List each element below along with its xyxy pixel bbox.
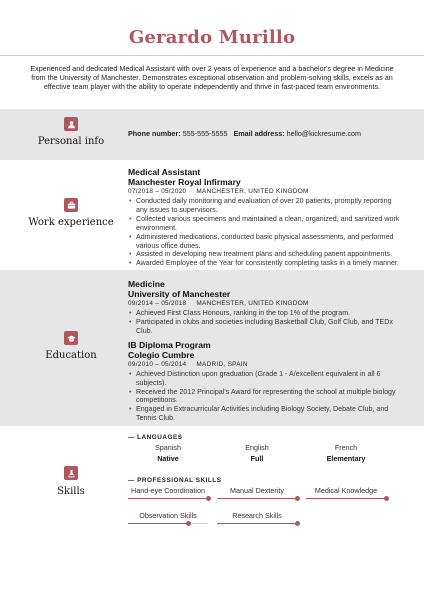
education-title: Education: [45, 350, 97, 361]
skill-bar-fill: [306, 498, 386, 499]
job-bullets: [128, 197, 400, 268]
language-level: Native: [157, 454, 179, 463]
education-meta: [128, 360, 400, 369]
skill-bar-dot: [295, 521, 300, 526]
job-employer: Manchester Royal Infirmary: [128, 177, 241, 187]
education-bullets: [128, 309, 400, 336]
list-item: • Received the 2012 Principal's Award for representing the school at multiple biology competitions.: [128, 388, 400, 406]
skills-title: Skills: [57, 486, 85, 497]
job-entry: [128, 167, 400, 268]
list-item: • Achieved First Class Honours, ranking in the top 1% of the program.: [128, 309, 400, 318]
skill-name: Manual Dexterity: [230, 486, 284, 495]
education-location: MANCHESTER, UNITED KINGDOM: [196, 300, 309, 307]
language-name: Spanish: [155, 443, 181, 452]
skill-name: Observation Skills: [139, 511, 197, 520]
header-divider: [0, 55, 424, 56]
job-dates: 07/2018 – 05/2020: [128, 188, 187, 195]
email-value: hello@kickresume.com: [286, 129, 362, 138]
user-icon: [64, 117, 78, 131]
skill-bar: [217, 523, 297, 524]
email-label: Email address:: [233, 129, 285, 138]
list-item: • Participated in clubs and societies including Basketball Club, Golf Club, and TEDx Club.: [128, 318, 400, 336]
school-name: University of Manchester: [128, 289, 231, 299]
education-entry: [128, 340, 400, 423]
skill-item: [217, 486, 297, 499]
education-dates: 09/2014 – 05/2018: [128, 300, 187, 307]
language-item: [217, 443, 297, 463]
skill-bar: [128, 498, 208, 499]
education-meta: [128, 299, 400, 308]
skill-item: [217, 511, 297, 524]
skills-section: [0, 426, 424, 600]
phone-value: 555-555-5555: [182, 129, 228, 138]
list-item: • Assisted in developing new treatment plans and scheduling patient appointments.: [128, 250, 400, 259]
list-item: • Conducted daily monitoring and evaluation of over 20 patients, promptly reporting any issues to supervisors.: [128, 197, 400, 215]
list-item: • Achieved Distinction upon graduation (Grade 1 - A/excellent equivalent in all 6 subjects).: [128, 370, 400, 388]
skill-name: Research Skills: [232, 511, 282, 520]
skill-bar-fill: [217, 498, 297, 499]
work-experience-title: Work experience: [28, 217, 114, 228]
school-name: Colegio Cumbre: [128, 349, 195, 360]
professional-skills-heading: — PROFESSIONAL SKILLS: [128, 477, 222, 484]
skill-bar: [306, 498, 386, 499]
list-item: • Collected various specimens and maintained a clean, organized, and sanitized work environment.: [128, 215, 400, 233]
language-level: Full: [250, 454, 264, 463]
education-entries: [128, 279, 400, 423]
flask-icon: [64, 466, 78, 480]
work-experience-section: [0, 160, 424, 270]
language-level: Elementary: [326, 454, 366, 463]
skill-bar-dot: [384, 496, 389, 501]
skill-bar-fill: [217, 523, 297, 524]
education-dates: 09/2010 – 05/2014: [128, 360, 187, 368]
skill-bar-dot: [186, 521, 191, 526]
skill-item: [306, 486, 386, 499]
personal-info-section: [0, 109, 424, 160]
languages-heading: — LANGUAGES: [128, 434, 183, 441]
personal-info-title: Personal info: [37, 136, 105, 147]
job-title: Medical Assistant: [128, 167, 201, 177]
job-meta: [128, 187, 400, 196]
skill-name: Hand-eye Coordination: [131, 486, 205, 495]
graduation-cap-icon: [64, 331, 78, 345]
degree-title: IB Diploma Program: [128, 339, 211, 350]
list-item: • Administered medications, conducted basic physical assessments, and performed various office duties.: [128, 233, 400, 251]
briefcase-icon: [64, 198, 78, 212]
skill-name: Medical Knowledge: [314, 486, 378, 495]
skill-bar-dot: [295, 496, 300, 501]
education-entry: [128, 279, 400, 336]
education-bullets: [128, 370, 400, 423]
job-location: MANCHESTER, UNITED KINGDOM: [196, 188, 309, 195]
language-item: [128, 443, 208, 463]
language-name: English: [245, 443, 269, 452]
list-item: • Engaged in Extracurricular Activities including Biology Society, Debate Club, and Tennis Club.: [128, 405, 400, 423]
phone-label: Phone number:: [128, 129, 181, 138]
list-item: • Awarded Employee of the Year for consistently completing tasks in a timely manner.: [128, 259, 400, 268]
skill-bar-fill: [128, 498, 208, 499]
language-item: [306, 443, 386, 463]
skill-bar-fill: [128, 523, 188, 524]
summary-text: Experienced and dedicated Medical Assistant with over 2 years of experience and a bachelor's degree in Medicine from the University of Manchester. Demonstrates exceptional observation and problem-solving skills, excels as an effective team player with the ability to operate independently and thrive in fast-paced team environments.: [30, 64, 394, 92]
skill-bar: [128, 523, 208, 524]
skill-item: [128, 486, 208, 499]
language-name: French: [334, 443, 358, 452]
skill-bar: [217, 498, 297, 499]
education-location: MADRID, SPAIN: [196, 360, 248, 368]
education-section: [0, 270, 424, 426]
candidate-name: Gerardo Murillo: [128, 27, 296, 48]
degree-title: Medicine: [128, 279, 165, 289]
skill-bar-dot: [206, 496, 211, 501]
skill-item: [128, 511, 208, 524]
contact-line: [128, 129, 400, 138]
